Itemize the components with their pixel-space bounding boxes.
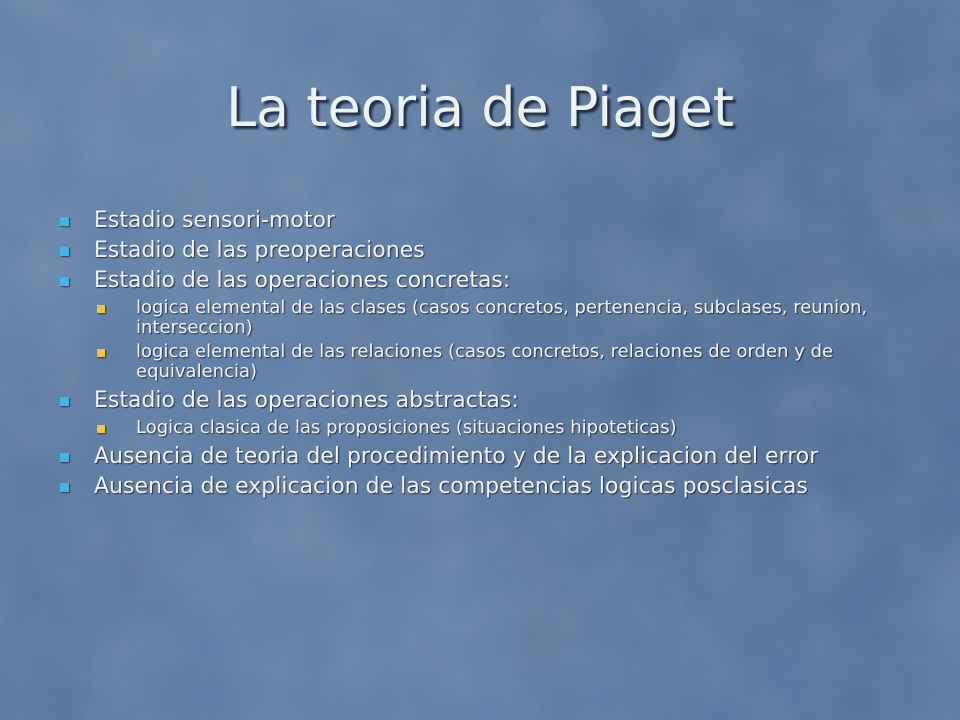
sub-bullet-item — [94, 418, 918, 438]
square-bullet-icon — [60, 483, 69, 492]
square-bullet-icon — [97, 425, 105, 433]
sub-bullet-item — [94, 342, 918, 382]
sub-bullet-text: logica elemental de las clases (casos concretos, pertenencia, subclases, reunion, interseccion) — [136, 297, 868, 338]
square-bullet-icon — [60, 397, 69, 406]
bullet-text: Ausencia de teoria del procedimiento y de la explicacion del error — [94, 444, 819, 469]
bullet-list — [58, 206, 918, 502]
sub-bullet-item — [94, 298, 918, 338]
square-bullet-icon — [97, 305, 105, 313]
square-bullet-icon — [60, 277, 69, 286]
bullet-text: Estadio sensori-motor — [94, 208, 335, 233]
bullet-item — [58, 236, 918, 266]
square-bullet-icon — [97, 349, 105, 357]
square-bullet-icon — [60, 247, 69, 256]
sub-bullet-list — [94, 418, 918, 438]
slide-title: La teoria de Piaget — [225, 76, 735, 139]
bullet-item — [58, 442, 918, 472]
square-bullet-icon — [60, 453, 69, 462]
bullet-item — [58, 266, 918, 382]
bullet-text: Estadio de las operaciones abstractas: — [94, 388, 519, 413]
sub-bullet-text: Logica clasica de las proposiciones (situaciones hipoteticas) — [136, 417, 677, 438]
sub-bullet-text: logica elemental de las relaciones (casos concretos, relaciones de orden y de equivalencia) — [136, 341, 834, 382]
bullet-item — [58, 206, 918, 236]
bullet-text: Estadio de las preoperaciones — [94, 238, 425, 263]
bullet-item — [58, 386, 918, 438]
square-bullet-icon — [60, 217, 69, 226]
sub-bullet-list — [94, 298, 918, 382]
bullet-text: Estadio de las operaciones concretas: — [94, 268, 511, 293]
bullet-text: Ausencia de explicacion de las competencias logicas posclasicas — [94, 474, 808, 499]
bullet-item — [58, 472, 918, 502]
